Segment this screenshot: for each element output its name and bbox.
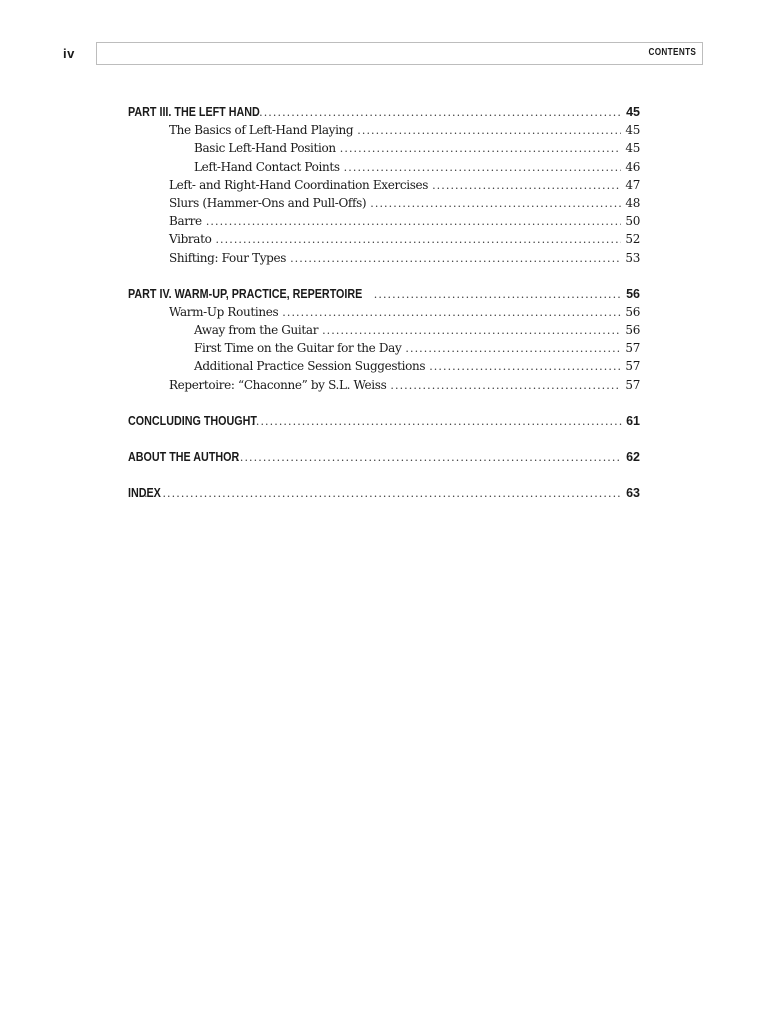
- toc-entry[interactable]: [128, 194, 640, 212]
- toc-entry-page-number: 57: [625, 341, 640, 356]
- toc-entry-title: ABOUT THE AUTHOR: [128, 450, 240, 464]
- toc-entry[interactable]: [128, 285, 640, 303]
- toc-section: [128, 412, 640, 430]
- toc-entry-page-number: 52: [625, 232, 640, 247]
- toc-entry-title: Left-Hand Contact Points: [194, 159, 340, 174]
- toc-dot-leader: [370, 195, 621, 213]
- toc-entry-title: PART III. THE LEFT HAND: [128, 105, 260, 119]
- toc-entry[interactable]: [128, 103, 640, 121]
- toc-entry-page-number: 62: [626, 450, 640, 464]
- toc-entry-title: Away from the Guitar: [194, 323, 319, 338]
- toc-dot-leader: [390, 377, 621, 395]
- toc-entry[interactable]: [128, 230, 640, 248]
- toc-entry[interactable]: [128, 176, 640, 194]
- toc-entry-title: Barre: [169, 214, 202, 229]
- table-of-contents: [128, 103, 640, 520]
- toc-section: [128, 448, 640, 466]
- toc-entry-page-number: 63: [626, 486, 640, 501]
- toc-dot-leader: [405, 340, 621, 358]
- toc-entry-page-number: 50: [625, 214, 640, 229]
- toc-entry-page-number: 56: [626, 286, 640, 301]
- toc-entry-page-number: 56: [625, 323, 640, 338]
- toc-entry-title: Shifting: Four Types: [169, 250, 287, 265]
- toc-dot-leader: [357, 122, 621, 140]
- toc-entry[interactable]: [128, 376, 640, 394]
- running-header-title: CONTENTS: [648, 47, 696, 58]
- toc-entry[interactable]: [128, 121, 640, 139]
- toc-entry-page-number: 47: [625, 177, 640, 192]
- toc-entry-page-number: 45: [625, 141, 640, 156]
- toc-entry-title: First Time on the Guitar for the Day: [194, 341, 402, 356]
- toc-entry[interactable]: [128, 158, 640, 176]
- toc-entry[interactable]: [128, 303, 640, 321]
- toc-entry[interactable]: [128, 339, 640, 357]
- toc-dot-leader: [206, 213, 622, 231]
- toc-dot-leader: [139, 485, 622, 503]
- toc-entry-page-number: 48: [625, 195, 640, 210]
- toc-section: [128, 484, 640, 502]
- toc-entry[interactable]: [128, 249, 640, 267]
- page-number: iv: [63, 46, 75, 61]
- toc-entry-page-number: 45: [625, 123, 640, 138]
- toc-entry-title: Repertoire: “Chaconne” by S.L. Weiss: [169, 377, 387, 392]
- toc-dot-leader: [231, 449, 622, 467]
- toc-dot-leader: [251, 413, 622, 431]
- toc-entry[interactable]: [128, 484, 640, 502]
- toc-entry-title: The Basics of Left-Hand Playing: [169, 123, 354, 138]
- toc-entry-title: Slurs (Hammer-Ons and Pull-Offs): [169, 195, 367, 210]
- toc-entry-title: Basic Left-Hand Position: [194, 141, 336, 156]
- toc-entry-title: Additional Practice Session Suggestions: [194, 359, 426, 374]
- toc-dot-leader: [344, 159, 622, 177]
- toc-entry-title: Vibrato: [169, 232, 212, 247]
- toc-dot-leader: [340, 140, 622, 158]
- toc-entry-page-number: 53: [625, 250, 640, 265]
- toc-entry-title: CONCLUDING THOUGHT: [128, 413, 257, 428]
- toc-dot-leader: [432, 177, 621, 195]
- toc-entry-title: PART IV. WARM-UP, PRACTICE, REPERTOIRE: [128, 286, 363, 301]
- toc-dot-leader: [429, 358, 621, 376]
- toc-dot-leader: [215, 231, 621, 249]
- toc-section: [128, 285, 640, 394]
- toc-entry[interactable]: [128, 412, 640, 430]
- toc-entry-page-number: 56: [625, 304, 640, 319]
- toc-entry-page-number: 57: [625, 359, 640, 374]
- toc-entry-title: Warm-Up Routines: [169, 304, 279, 319]
- toc-dot-leader: [255, 104, 622, 122]
- toc-dot-leader: [290, 250, 621, 268]
- running-header: [96, 42, 703, 65]
- toc-entry[interactable]: [128, 448, 640, 466]
- toc-entry[interactable]: [128, 357, 640, 375]
- toc-dot-leader: [374, 286, 622, 304]
- toc-dot-leader: [282, 304, 621, 322]
- toc-entry-title: Left- and Right-Hand Coordination Exercises: [169, 177, 429, 192]
- toc-entry[interactable]: [128, 139, 640, 157]
- toc-entry[interactable]: [128, 321, 640, 339]
- toc-dot-leader: [322, 322, 621, 340]
- toc-entry-title: INDEX: [128, 486, 161, 501]
- toc-entry[interactable]: [128, 212, 640, 230]
- toc-section: [128, 103, 640, 267]
- toc-entry-page-number: 57: [625, 377, 640, 392]
- toc-entry-page-number: 45: [626, 105, 640, 119]
- toc-entry-page-number: 61: [626, 413, 640, 428]
- toc-entry-page-number: 46: [625, 159, 640, 174]
